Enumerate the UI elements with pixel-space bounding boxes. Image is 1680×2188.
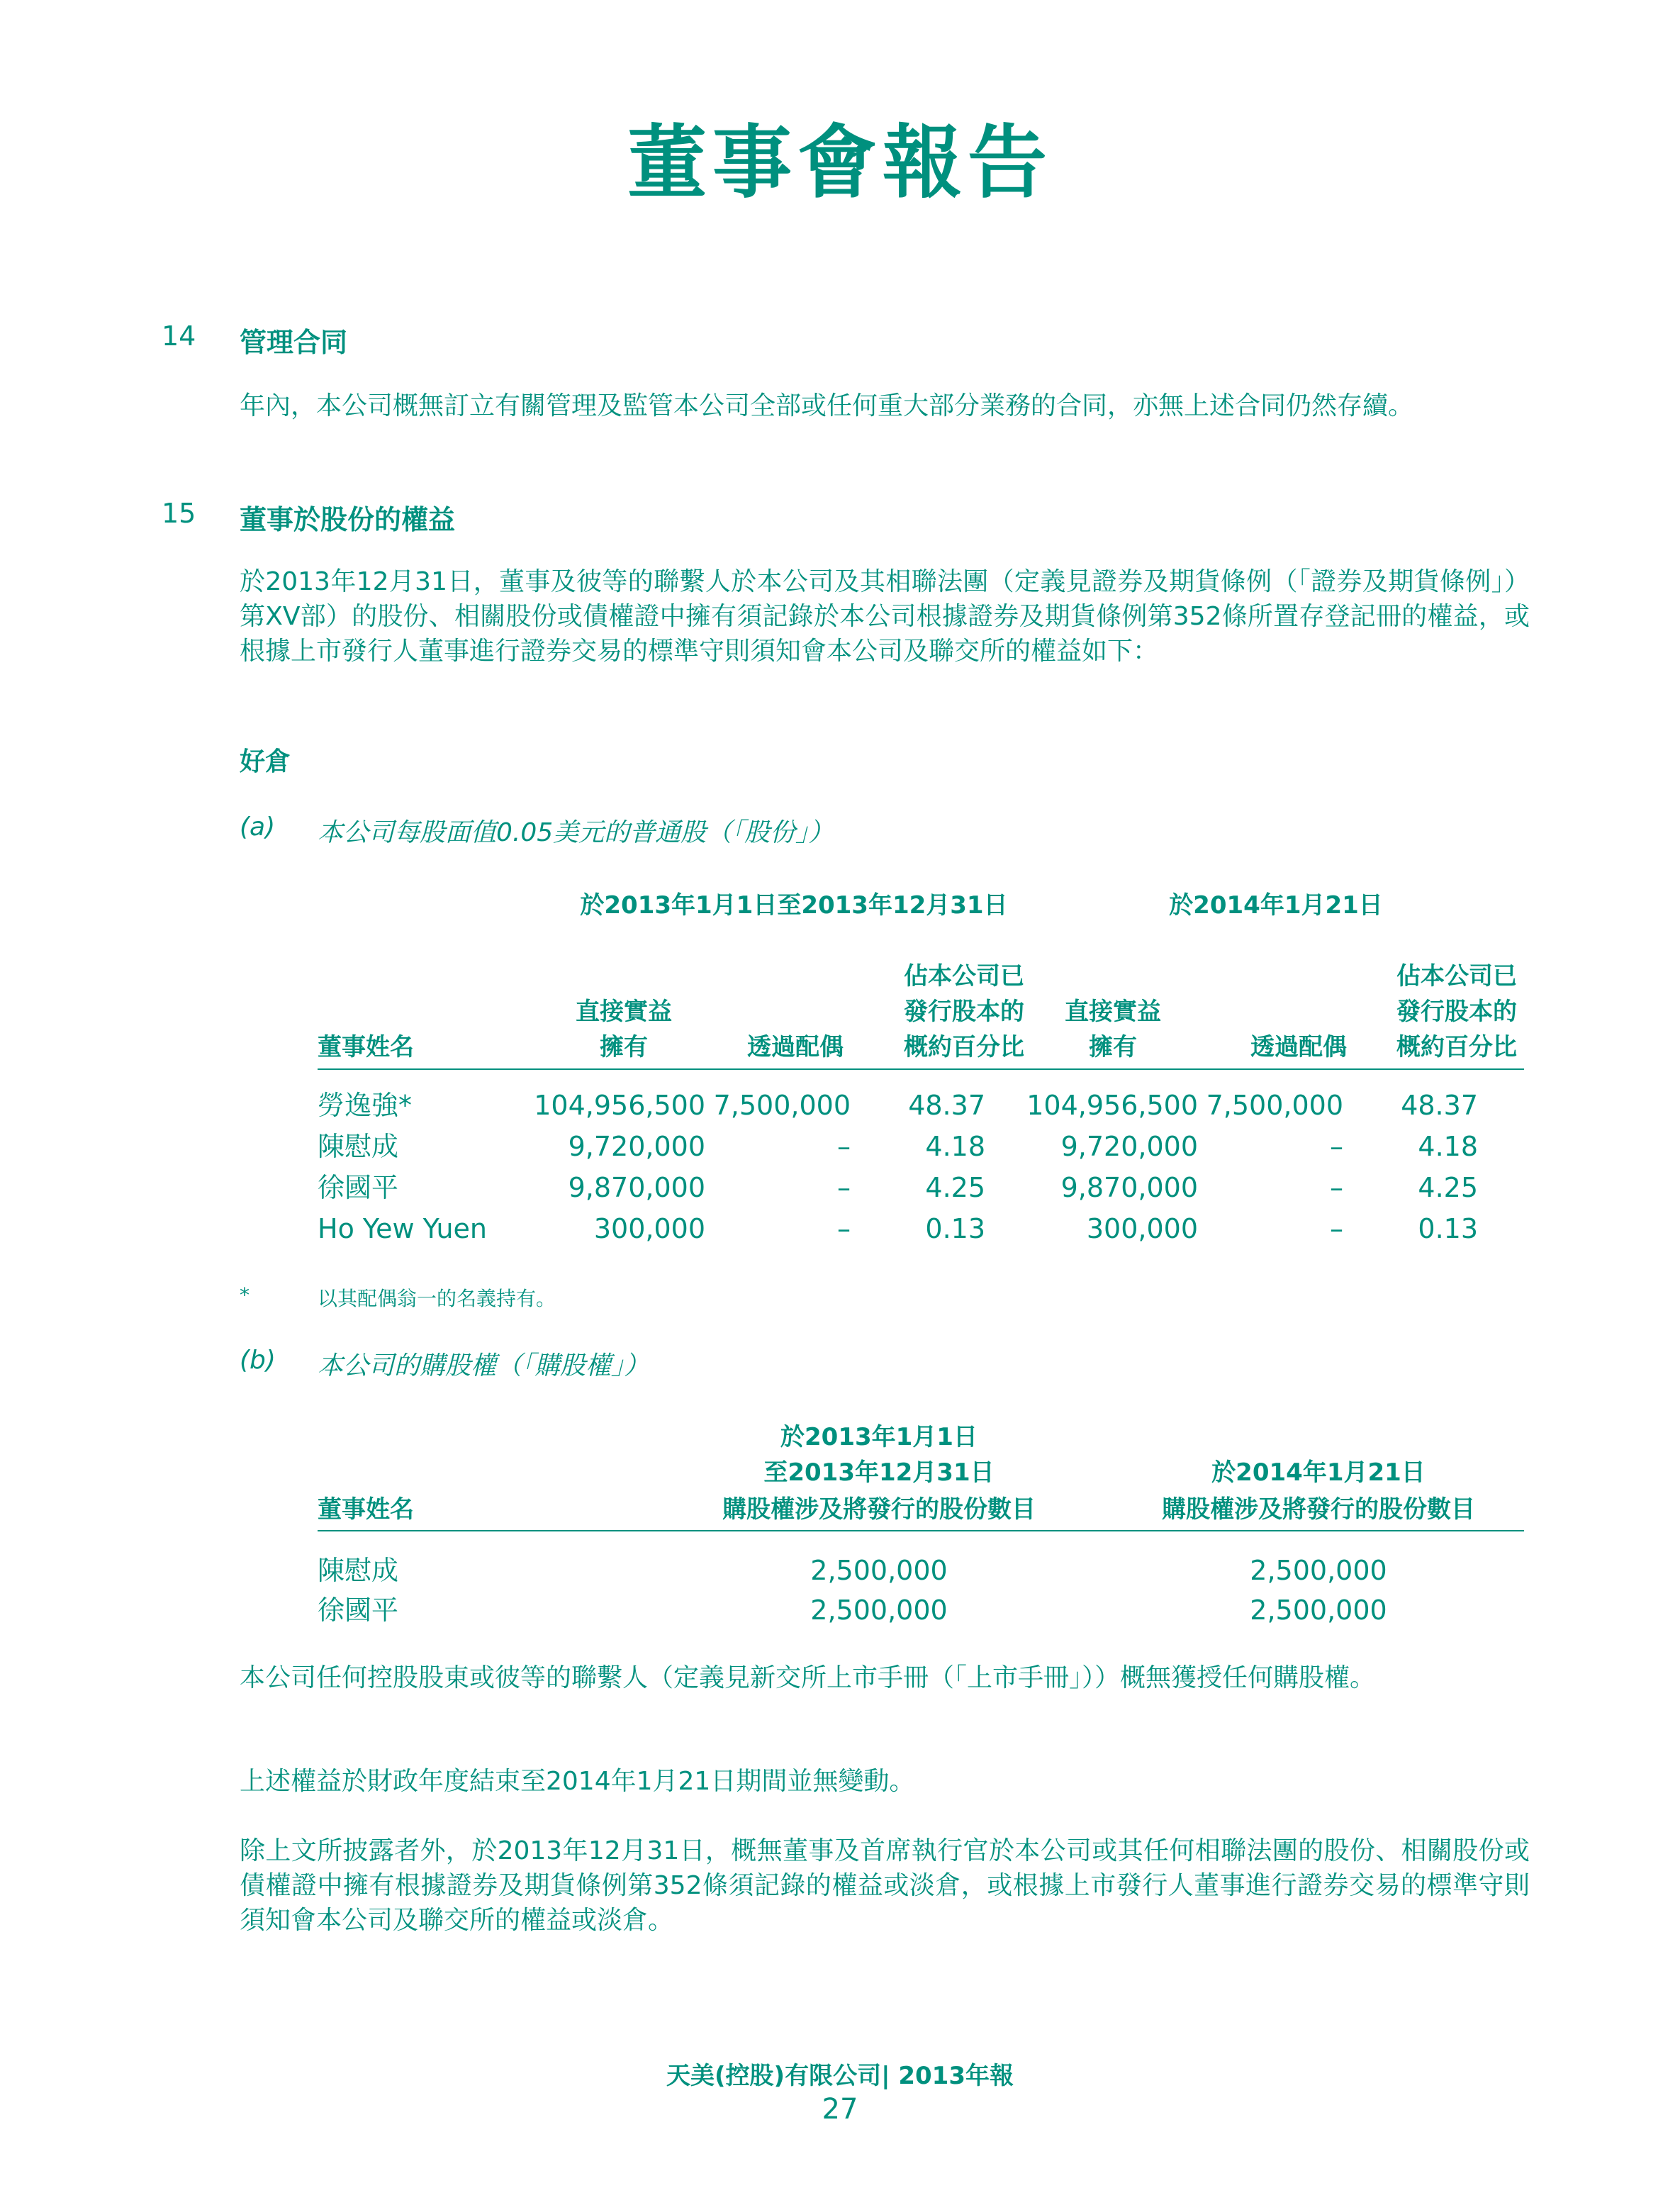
- pct-header-2c: 概約百分比: [1396, 1033, 1517, 1061]
- options-period2: 於2014年1月21日: [1211, 1458, 1426, 1487]
- spouse-header-1: 透過配偶: [747, 1033, 844, 1061]
- subsection-a-title: 本公司每股面值0.05美元的普通股（「股份」）: [318, 818, 834, 847]
- long-position-heading: 好倉: [240, 747, 291, 776]
- direct-header-1a: 直接實益: [576, 998, 672, 1026]
- pct-header-1c: 概約百分比: [904, 1033, 1024, 1061]
- direct-value-1: 104,956,500: [534, 1090, 705, 1121]
- section-15-heading: 董事於股份的權益: [240, 504, 456, 535]
- table-b-rule: [318, 1530, 1524, 1531]
- spouse-value-2: –: [1330, 1131, 1343, 1162]
- period2-header: 於2014年1月21日: [1169, 891, 1383, 920]
- pct-value-2: 4.18: [1418, 1131, 1478, 1162]
- name-header: 董事姓名: [318, 1033, 414, 1061]
- direct-header-2a: 直接實益: [1065, 998, 1161, 1026]
- pct-value-1: 4.18: [925, 1131, 985, 1162]
- subsection-b-title: 本公司的購股權（「購股權」）: [318, 1351, 650, 1380]
- pct-value-1: 48.37: [908, 1090, 985, 1121]
- section-14-number: 14: [162, 320, 196, 352]
- direct-value-2: 300,000: [1086, 1213, 1198, 1244]
- spouse-value-2: 7,500,000: [1206, 1090, 1343, 1121]
- footnote: 以其配偶翁一的名義持有。: [318, 1287, 556, 1310]
- pct-header-2b: 發行股本的: [1396, 998, 1517, 1026]
- options-name-header: 董事姓名: [318, 1495, 414, 1524]
- paragraph-controlling-shareholders: 本公司任何控股股東或彼等的聯繫人（定義見新交所上市手冊（「上市手冊」））概無獲授任何購股權。: [240, 1663, 1376, 1692]
- direct-value-1: 300,000: [593, 1213, 705, 1244]
- options-period1-line2: 至2013年12月31日: [763, 1458, 995, 1487]
- spouse-value-1: –: [837, 1172, 851, 1203]
- director-name: 徐國平: [318, 1595, 399, 1626]
- direct-header-1b: 擁有: [600, 1033, 648, 1061]
- period1-header: 於2013年1月1日至2013年12月31日: [580, 891, 1008, 920]
- direct-header-2b: 擁有: [1089, 1033, 1137, 1061]
- section-15-body: 於2013年12月31日，董事及彼等的聯繫人於本公司及其相聯法團（定義見證券及期貨條例（「證券及期貨條例」）第XV部）的股份、相關股份或債權證中擁有須記錄於本公司根據證券及期貨條例第352條所置存登記冊的權益，或根據上市發行人董事進行證券交易的標準守則須知會本公司及聯交所的權益如下：: [240, 567, 1530, 666]
- pct-header-1b: 發行股本的: [904, 998, 1024, 1026]
- page-number: 27: [822, 2093, 858, 2126]
- subsection-b-label: (b): [240, 1346, 276, 1375]
- director-name: 徐國平: [318, 1172, 399, 1203]
- pct-header-2a: 佔本公司已: [1396, 962, 1517, 990]
- direct-value-1: 9,870,000: [568, 1172, 705, 1203]
- options-period1-line1: 於2013年1月1日: [780, 1423, 978, 1451]
- pct-value-2: 0.13: [1418, 1213, 1478, 1244]
- pct-value-1: 0.13: [925, 1213, 985, 1244]
- spouse-value-2: –: [1330, 1213, 1343, 1244]
- direct-value-2: 104,956,500: [1026, 1090, 1198, 1121]
- direct-value-2: 9,870,000: [1060, 1172, 1198, 1203]
- director-name: 勞逸強*: [318, 1090, 413, 1121]
- section-14-heading: 管理合同: [240, 327, 348, 358]
- spouse-value-1: –: [837, 1131, 851, 1162]
- direct-value-1: 9,720,000: [568, 1131, 705, 1162]
- pct-value-2: 4.25: [1418, 1172, 1478, 1203]
- paragraph-no-change: 上述權益於財政年度結束至2014年1月21日期間並無變動。: [240, 1767, 915, 1796]
- options-shares-header-2: 購股權涉及將發行的股份數目: [1162, 1495, 1475, 1524]
- pct-header-1a: 佔本公司已: [904, 962, 1024, 990]
- spouse-value-2: –: [1330, 1172, 1343, 1203]
- options-value-1: 2,500,000: [810, 1555, 948, 1586]
- spouse-value-1: –: [837, 1213, 851, 1244]
- spouse-value-1: 7,500,000: [713, 1090, 851, 1121]
- options-shares-header-1: 購股權涉及將發行的股份數目: [722, 1495, 1036, 1524]
- director-name: 陳慰成: [318, 1555, 399, 1586]
- footnote-mark: *: [240, 1283, 250, 1307]
- options-value-2: 2,500,000: [1250, 1595, 1387, 1626]
- direct-value-2: 9,720,000: [1060, 1131, 1198, 1162]
- subsection-a-label: (a): [240, 813, 276, 842]
- footer-company: 天美(控股)有限公司| 2013年報: [666, 2062, 1014, 2090]
- pct-value-2: 48.37: [1401, 1090, 1478, 1121]
- options-value-1: 2,500,000: [810, 1595, 948, 1626]
- pct-value-1: 4.25: [925, 1172, 985, 1203]
- page-title: 董事會報告: [627, 117, 1053, 209]
- options-value-2: 2,500,000: [1250, 1555, 1387, 1586]
- paragraph-disclosure: 除上文所披露者外，於2013年12月31日，概無董事及首席執行官於本公司或其任何相聯法團的股份、相關股份或債權證中擁有根據證券及期貨條例第352條須記錄的權益或淡倉，或根據上市發行人董事進行證券交易的標準守則須知會本公司及聯交所的權益或淡倉。: [240, 1836, 1530, 1935]
- director-name: 陳慰成: [318, 1131, 399, 1162]
- table-a-rule: [318, 1068, 1524, 1070]
- section-14-body: 年內，本公司概無訂立有關管理及監管本公司全部或任何重大部分業務的合同，亦無上述合同仍然存續。: [240, 391, 1414, 420]
- spouse-header-2: 透過配偶: [1250, 1033, 1347, 1061]
- director-name: Ho Yew Yuen: [318, 1213, 488, 1244]
- section-15-number: 15: [162, 498, 196, 529]
